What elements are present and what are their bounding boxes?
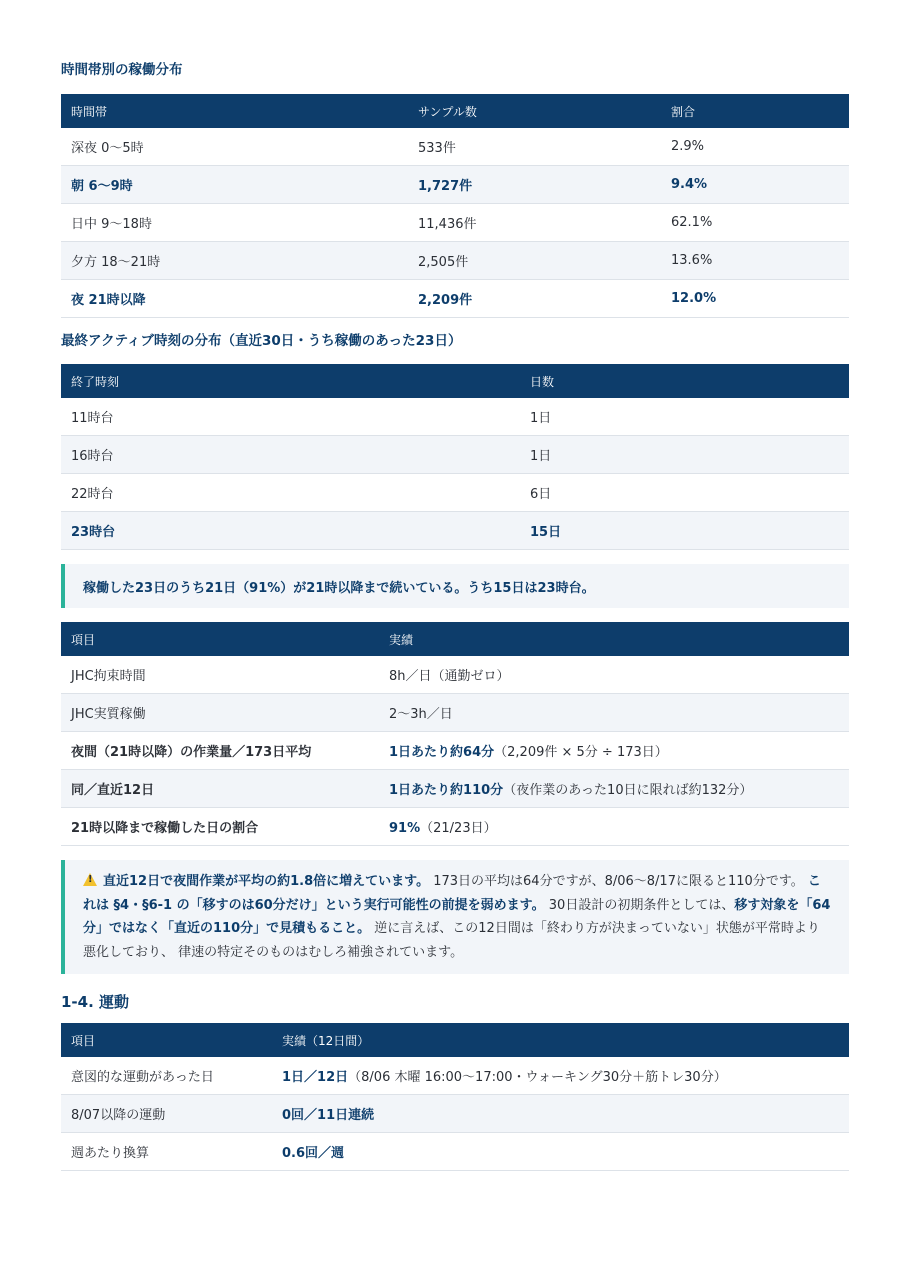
table-cell: 意図的な運動があった日 xyxy=(61,1057,272,1095)
table-header-row xyxy=(61,622,849,656)
table-cell: 2.9% xyxy=(661,128,849,166)
value-text: 8h／日（通勤ゼロ） xyxy=(389,669,510,684)
table-row xyxy=(61,436,849,474)
column-header: 日数 xyxy=(520,364,849,398)
table-header-row xyxy=(61,94,849,128)
column-header: 終了時刻 xyxy=(61,364,520,398)
table-cell: 8/07以降の運動 xyxy=(61,1095,272,1133)
table-cell: 2,505件 xyxy=(408,242,661,280)
table-cell: 533件 xyxy=(408,128,661,166)
callout-text: 稼働した23日のうち21日（91%）が21時以降まで続いている。うち15日は23時台。 xyxy=(83,580,595,596)
table-row xyxy=(61,732,849,770)
table-cell: 23時台 xyxy=(61,512,520,550)
table-cell xyxy=(272,1095,849,1133)
table-row xyxy=(61,1057,849,1095)
table-row xyxy=(61,474,849,512)
table-header-row xyxy=(61,364,849,398)
column-header: 実績 xyxy=(379,622,849,656)
table-cell xyxy=(272,1133,849,1171)
value-text: （8/06 木曜 16:00〜17:00・ウォーキング30分＋筋トレ30分） xyxy=(348,1070,727,1085)
table-cell xyxy=(379,656,849,694)
value-emphasis: 0.6回／週 xyxy=(282,1146,345,1161)
table-row xyxy=(61,398,849,436)
table-row xyxy=(61,770,849,808)
column-header: 項目 xyxy=(61,1023,272,1057)
warning-text: 逆に言えば、この12日間は「終わり方が決まっていない」状態が平常時より悪化しており、 律速の特定そのものはむしろ補強されています。 xyxy=(83,921,820,960)
table-cell: 夕方 18〜21時 xyxy=(61,242,408,280)
warning-text: 30日設計の初期条件としては、 xyxy=(544,897,735,913)
table-cell: 朝 6〜9時 xyxy=(61,166,408,204)
table-cell: 同／直近12日 xyxy=(61,770,379,808)
table-cell: JHC実質稼働 xyxy=(61,694,379,732)
value-text: （夜作業のあった10日に限れば約132分） xyxy=(503,783,753,798)
column-header: 項目 xyxy=(61,622,379,656)
table-cell: 16時台 xyxy=(61,436,520,474)
table-cell: 週あたり換算 xyxy=(61,1133,272,1171)
table-cell: 2,209件 xyxy=(408,280,661,318)
table-cell: 9.4% xyxy=(661,166,849,204)
table-row xyxy=(61,694,849,732)
value-text: 2〜3h／日 xyxy=(389,707,453,722)
warning-emphasis: これは §4・§6-1 の「移すのは60分だけ」という実行可能性の前提を弱めます。 xyxy=(83,874,821,913)
column-header: 実績（12日間） xyxy=(272,1023,849,1057)
column-header: 時間帯 xyxy=(61,94,408,128)
table-header-row xyxy=(61,1023,849,1057)
table-row xyxy=(61,1095,849,1133)
table-cell: 夜間（21時以降）の作業量／173日平均 xyxy=(61,732,379,770)
table-row xyxy=(61,166,849,204)
summary-callout xyxy=(61,564,849,608)
table-row xyxy=(61,808,849,846)
table-cell: 1日 xyxy=(520,398,849,436)
table-cell: JHC拘束時間 xyxy=(61,656,379,694)
table-cell xyxy=(379,770,849,808)
exercise-table xyxy=(61,1023,849,1171)
table-cell: 11,436件 xyxy=(408,204,661,242)
table-row xyxy=(61,280,849,318)
section-title-exercise: 1-4. 運動 xyxy=(61,993,130,1011)
table-cell: 12.0% xyxy=(661,280,849,318)
table-cell: 62.1% xyxy=(661,204,849,242)
table-cell xyxy=(379,732,849,770)
section-title-last-active: 最終アクティブ時刻の分布（直近30日・うち稼働のあった23日） xyxy=(61,333,462,349)
table-row xyxy=(61,512,849,550)
value-emphasis: 0回／11日連続 xyxy=(282,1108,375,1123)
warning-text: 173日の平均は64分ですが、8/06〜8/17に限ると110分です。 xyxy=(429,874,808,889)
column-header: サンプル数 xyxy=(408,94,661,128)
table-cell: 夜 21時以降 xyxy=(61,280,408,318)
table-cell: 21時以降まで稼働した日の割合 xyxy=(61,808,379,846)
section-title-hourly-distribution: 時間帯別の稼働分布 xyxy=(61,62,183,78)
table-cell: 1日 xyxy=(520,436,849,474)
hourly-distribution-table xyxy=(61,94,849,318)
value-text: （2,209件 × 5分 ÷ 173日） xyxy=(494,745,668,760)
value-emphasis: 91% xyxy=(389,821,421,836)
warning-icon xyxy=(83,873,97,886)
table-row xyxy=(61,656,849,694)
value-emphasis: 1日あたり約64分 xyxy=(389,745,495,760)
value-text: （21/23日） xyxy=(420,821,497,836)
table-row xyxy=(61,242,849,280)
warning-emphasis: 直近12日で夜間作業が平均の約1.8倍に増えています。 xyxy=(103,874,430,889)
table-row xyxy=(61,204,849,242)
table-cell: 6日 xyxy=(520,474,849,512)
table-cell: 15日 xyxy=(520,512,849,550)
table-cell xyxy=(379,808,849,846)
table-cell: 11時台 xyxy=(61,398,520,436)
table-cell: 1,727件 xyxy=(408,166,661,204)
table-row xyxy=(61,1133,849,1171)
table-cell: 日中 9〜18時 xyxy=(61,204,408,242)
warning-callout xyxy=(61,860,849,974)
table-cell xyxy=(379,694,849,732)
table-cell xyxy=(272,1057,849,1095)
last-active-table xyxy=(61,364,849,550)
warning-emphasis: 移す対象を「64分」ではなく「直近の110分」で見積もること。 xyxy=(83,897,831,936)
table-cell: 深夜 0〜5時 xyxy=(61,128,408,166)
table-cell: 22時台 xyxy=(61,474,520,512)
table-row xyxy=(61,128,849,166)
work-metrics-table xyxy=(61,622,849,846)
value-emphasis: 1日／12日 xyxy=(282,1070,349,1085)
column-header: 割合 xyxy=(661,94,849,128)
table-cell: 13.6% xyxy=(661,242,849,280)
value-emphasis: 1日あたり約110分 xyxy=(389,783,504,798)
